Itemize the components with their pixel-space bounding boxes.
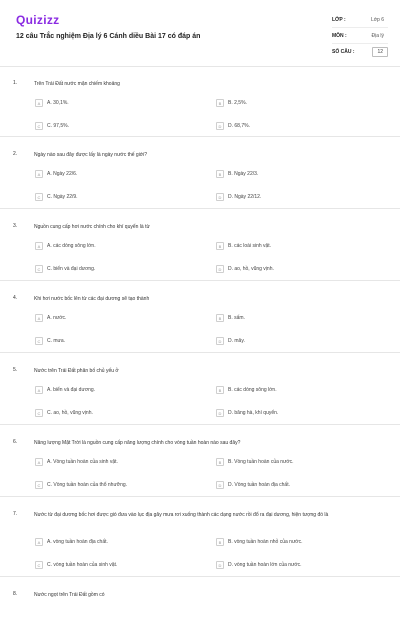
meta-value: Lớp 6 [370,16,384,23]
option-text: A. nước. [47,315,67,321]
option-letter: B [216,538,224,546]
question-number: 1. [13,80,18,86]
option-letter: C [35,265,43,273]
option-letter: B [216,99,224,107]
option-c[interactable] [35,265,95,273]
question-number: 3. [13,223,18,229]
option-text: D. ao, hồ, vũng vịnh. [228,266,274,272]
option-text: D. 68,7%. [228,123,250,129]
option-letter: A [35,170,43,178]
option-letter: C [35,122,43,130]
option-b[interactable] [216,170,258,178]
meta-row-subject [332,28,388,44]
option-text: D. vòng tuần hoàn lớn của nước. [228,562,302,568]
option-text: D. băng hà, khí quyển. [228,410,279,416]
option-c[interactable] [35,481,127,489]
option-letter: A [35,242,43,250]
option-letter: D [216,409,224,417]
question-text: Trên Trái Đất nước mặn chiếm khoảng [34,81,120,87]
option-a[interactable] [35,170,77,178]
option-letter: A [35,99,43,107]
option-letter: D [216,561,224,569]
option-text: C. Vòng tuần hoàn của thổ nhưỡng. [47,482,128,488]
option-letter: B [216,458,224,466]
option-a[interactable] [35,99,69,107]
option-letter: A [35,538,43,546]
option-letter: B [216,314,224,322]
option-text: A. biển và đại dương. [47,387,96,393]
option-c[interactable] [35,409,93,417]
question-count-box: 12 [372,47,388,57]
meta-label: MÔN : [332,32,347,39]
question-list [0,66,400,617]
question-text: Ngày nào sau đây được lấy là ngày nước thế giới? [34,152,147,158]
option-text: C. 97,5%. [47,123,69,129]
option-b[interactable] [216,458,294,466]
option-text: C. vòng tuần hoàn của sinh vật. [47,562,118,568]
option-d[interactable] [216,122,250,130]
option-b[interactable] [216,386,277,394]
option-text: B. vòng tuần hoàn nhỏ của nước. [228,539,303,545]
option-text: D. mây. [228,338,245,344]
option-letter: A [35,458,43,466]
meta-row-count [332,44,388,59]
option-text: A. các dòng sông lớn. [47,243,96,249]
option-text: B. các loài sinh vật. [228,243,272,249]
question-item [0,577,400,617]
question-number: 5. [13,367,18,373]
meta-label: SỐ CÂU : [332,48,355,55]
option-letter: C [35,193,43,201]
option-c[interactable] [35,122,69,130]
option-letter: A [35,314,43,322]
document-title: 12 câu Trắc nghiệm Địa lý 6 Cánh diều Bài 17 có đáp án [16,33,201,40]
option-b[interactable] [216,99,247,107]
option-letter: D [216,122,224,130]
option-letter: D [216,481,224,489]
question-item [0,497,400,577]
option-text: B. Ngày 22/3. [228,171,259,177]
meta-row-class [332,12,388,28]
question-item [0,137,400,209]
option-d[interactable] [216,337,245,345]
option-text: C. Ngày 22/9. [47,194,78,200]
quizizz-logo[interactable]: Quizizz [16,13,60,27]
question-text: Nguồn cung cấp hơi nước chính cho khí quyển là từ [34,224,150,230]
option-b[interactable] [216,314,245,322]
option-a[interactable] [35,242,96,250]
question-item [0,425,400,497]
question-text: Nước ngọt trên Trái Đất gồm có [34,592,105,598]
question-number: 4. [13,295,18,301]
question-number: 6. [13,439,18,445]
question-number: 7. [13,511,18,517]
option-a[interactable] [35,458,118,466]
option-a[interactable] [35,314,66,322]
option-d[interactable] [216,409,278,417]
meta-value: Địa lý [371,32,384,39]
option-c[interactable] [35,193,78,201]
question-item [0,209,400,281]
option-letter: D [216,337,224,345]
option-letter: B [216,386,224,394]
option-text: C. ao, hồ, vũng vịnh. [47,410,93,416]
meta-panel [332,12,388,59]
option-text: A. 30,1%. [47,100,69,106]
option-text: C. mưa. [47,338,66,344]
meta-label: LỚP : [332,16,346,23]
question-text: Khi hơi nước bốc lên từ các đại dương sẽ tạo thành [34,296,150,302]
document-header [0,0,400,67]
option-letter: C [35,409,43,417]
option-text: B. các dòng sông lớn. [228,387,277,393]
option-text: B. 2,5%. [228,100,247,106]
option-b[interactable] [216,538,302,546]
option-text: A. Ngày 22/6. [47,171,78,177]
option-letter: B [216,170,224,178]
option-d[interactable] [216,193,261,201]
question-number: 2. [13,151,18,157]
option-letter: C [35,561,43,569]
option-letter: D [216,193,224,201]
option-letter: C [35,481,43,489]
option-c[interactable] [35,337,65,345]
question-item [0,281,400,353]
option-b[interactable] [216,242,271,250]
option-d[interactable] [216,561,302,569]
option-text: D. Ngày 22/12. [228,194,262,200]
option-letter: B [216,242,224,250]
option-d[interactable] [216,481,290,489]
question-text: Nước trên Trái Đất phân bố chủ yếu ở [34,368,119,374]
option-text: A. vòng tuần hoàn địa chất. [47,539,108,545]
question-text: Năng lượng Mặt Trời là nguồn cung cấp năng lượng chính cho vòng tuần hoàn nào sau đây? [34,440,241,446]
option-letter: D [216,265,224,273]
option-a[interactable] [35,386,95,394]
option-c[interactable] [35,561,117,569]
question-number: 8. [13,591,18,597]
option-letter: A [35,386,43,394]
option-text: B. Vòng tuần hoàn của nước. [228,459,294,465]
option-letter: C [35,337,43,345]
option-text: A. Vòng tuần hoàn của sinh vật. [47,459,118,465]
option-a[interactable] [35,538,108,546]
option-text: B. sấm. [228,315,245,321]
question-item [0,353,400,425]
question-text: Nước từ đại dương bốc hơi được gió đưa vào lục địa gây mưa rơi xuống thành các dạng nước rồi đổ ra đại dương, hiện tượng đó là [34,512,329,518]
question-item [0,66,400,137]
option-text: D. Vòng tuần hoàn địa chất. [228,482,290,488]
option-d[interactable] [216,265,274,273]
option-text: C. biển và đại dương. [47,266,96,272]
